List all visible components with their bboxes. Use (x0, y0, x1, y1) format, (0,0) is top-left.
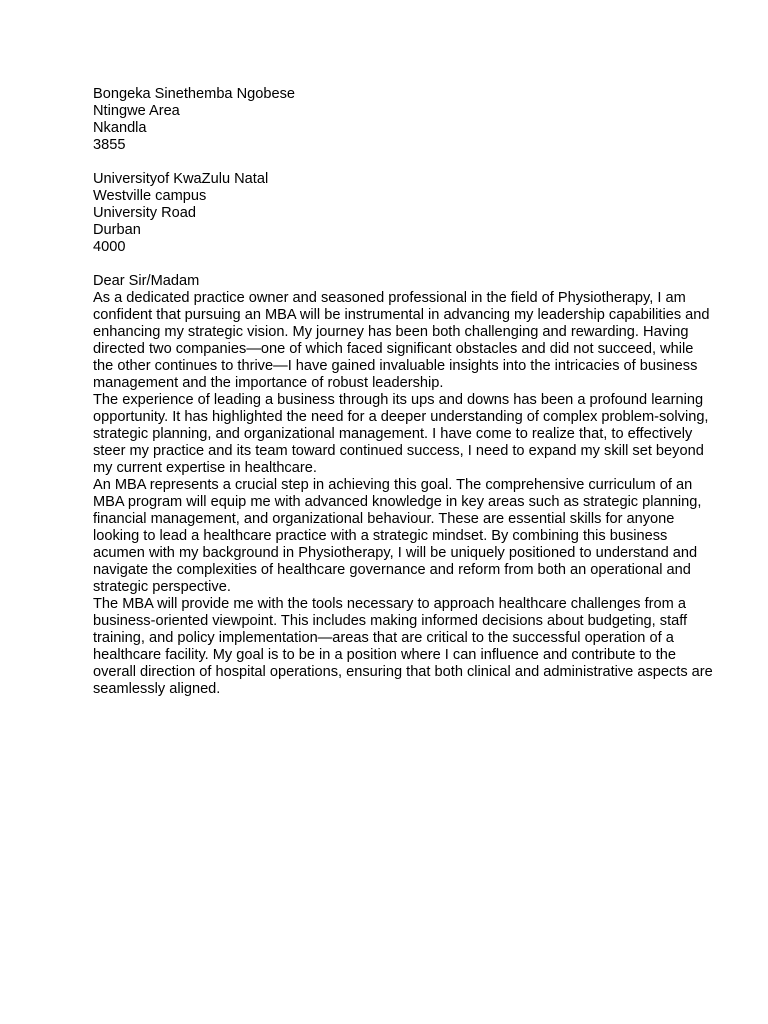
body-paragraph-2: The experience of leading a business through its ups and downs has been a profound learning opportunity. It has highlighted the need for a deeper understanding of complex problem-solving, strategic planning, and organizational management. I have come to realize that, to effectively steer my practice and its team toward continued success, I need to expand my skill set beyond my current expertise in healthcare. (93, 392, 709, 476)
sender-town: Nkandla (93, 120, 147, 136)
body-paragraph-3: An MBA represents a crucial step in achieving this goal. The comprehensive curriculum of an MBA program will equip me with advanced knowledge in key areas such as strategic planning, financial management, and organizational behaviour. These are essential skills for anyone looking to lead a healthcare practice with a strategic mindset. By combining this business acumen with my background in Physiotherapy, I will be uniquely positioned to understand and navigate the complexities of healthcare governance and reform from both an operational and strategic perspective. (93, 477, 702, 595)
recipient-city: Durban (93, 222, 141, 238)
recipient-institution: Universityof KwaZulu Natal (93, 171, 269, 187)
recipient-postal-code: 4000 (93, 239, 126, 255)
sender-area: Ntingwe Area (93, 103, 180, 119)
letter-page (93, 86, 713, 698)
sender-name: Bongeka Sinethemba Ngobese (93, 86, 296, 102)
sender-postal-code: 3855 (93, 137, 126, 153)
recipient-street: University Road (93, 205, 197, 221)
recipient-campus: Westville campus (93, 188, 207, 204)
body-paragraph-1: As a dedicated practice owner and seasoned professional in the field of Physiotherapy, I am confident that pursuing an MBA will be instrumental in advancing my leadership capabilities and enhancing my strategic vision. My journey has been both challenging and rewarding. Having directed two companies—one of which faced significant obstacles and did not succeed, while the other continues to thrive—I have gained invaluable insights into the intricacies of business management and the importance of robust leadership. (93, 290, 710, 391)
salutation: Dear Sir/Madam (93, 273, 200, 289)
sender-address (93, 86, 713, 154)
recipient-address (93, 171, 713, 256)
body-paragraph-4: The MBA will provide me with the tools necessary to approach healthcare challenges from a business-oriented viewpoint. This includes making informed decisions about budgeting, staff training, and policy implementation—areas that are critical to the successful operation of a healthcare facility. My goal is to be in a position where I can influence and contribute to the overall direction of hospital operations, ensuring that both clinical and administrative aspects are seamlessly aligned. (93, 596, 713, 697)
